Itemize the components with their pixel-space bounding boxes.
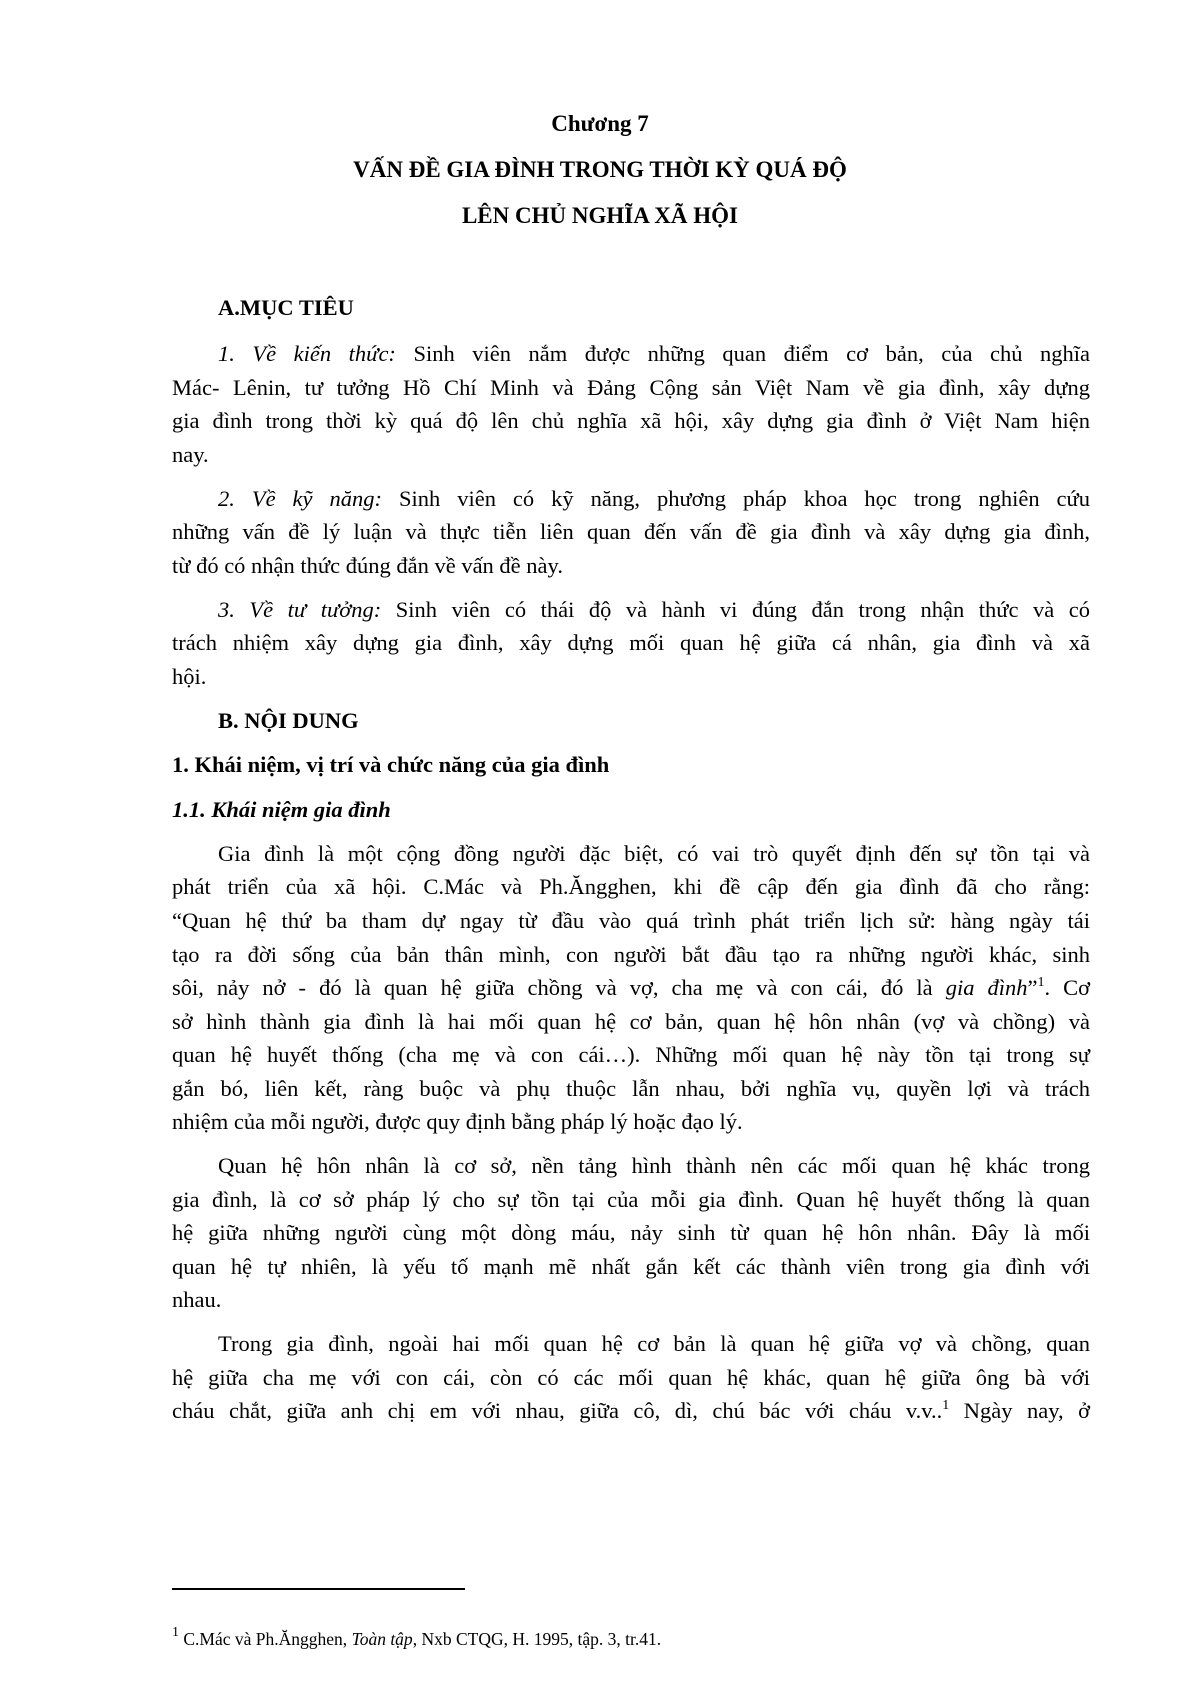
footnote-text: C.Mác và Ph.Ăngghen, — [179, 1629, 352, 1649]
objective-2-line-2: những vấn đề lý luận và thực tiễn liên quan đến vấn đề gia đình và xây dựng gia đình, — [172, 519, 1090, 544]
para-1-line-2: phát triển của xã hội. C.Mác và Ph.Ăngghen, khi đề cập đến gia đình đã cho rằng: — [172, 874, 1090, 899]
subsection-1-heading: 1. Khái niệm, vị trí và chức năng của gia đình — [172, 752, 610, 777]
chapter-title-line-2: LÊN CHỦ NGHĨA XÃ HỘI — [461, 203, 739, 228]
para-1-line-5-text: sôi, nảy nở - đó là quan hệ giữa chồng và vợ, cha mẹ và con cái, đó là — [172, 975, 946, 1000]
section-b-heading: B. NỘI DUNG — [218, 708, 359, 733]
objective-3-text: Sinh viên có thái độ và hành vi đúng đắn trong nhận thức và có — [381, 597, 1091, 622]
objective-1-line-3: gia đình trong thời kỳ quá độ lên chủ nghĩa xã hội, xây dựng gia đình ở Việt Nam hiện — [172, 408, 1090, 433]
footnote-ref-1: 1 — [1037, 975, 1045, 990]
para-1-close-quote: ” — [1027, 975, 1038, 1000]
para-3-line-3-tail: Ngày nay, ở — [949, 1398, 1090, 1423]
para-3-line-3 — [172, 1400, 1090, 1423]
objective-2-line-1 — [218, 488, 1090, 511]
footnote-text-tail: , Nxb CTQG, H. 1995, tập. 3, tr.41. — [412, 1629, 662, 1649]
para-3-line-3-text: cháu chắt, giữa anh chị em với nhau, giữa cô, dì, chú bác với cháu v.v.. — [172, 1398, 943, 1423]
para-1-line-5-tail: . Cơ — [1044, 975, 1091, 1000]
section-a-heading: A.MỤC TIÊU — [218, 295, 354, 320]
para-2-line-4: quan hệ tự nhiên, là yếu tố mạnh mẽ nhất gắn kết các thành viên trong gia đình với — [172, 1254, 1090, 1279]
objective-3-line-3: hội. — [172, 664, 207, 689]
para-1-line-5 — [172, 977, 1090, 1000]
para-1-line-4: tạo ra đời sống của bản thân mình, con người bắt đầu tạo ra những người khác, sinh — [172, 942, 1090, 967]
footnote-separator — [172, 1588, 465, 1590]
objective-2-text: Sinh viên có kỹ năng, phương pháp khoa học trong nghiên cứu — [382, 486, 1090, 511]
objective-1-line-1 — [218, 343, 1090, 366]
objective-3-line-2: trách nhiệm xây dựng gia đình, xây dựng mối quan hệ giữa cá nhân, gia đình và xã — [172, 630, 1090, 655]
objective-1-line-4: nay. — [172, 442, 209, 467]
para-2-line-5: nhau. — [172, 1287, 222, 1312]
para-1-italic-term: gia đình — [945, 975, 1028, 1000]
footnote-ref-2: 1 — [942, 1398, 950, 1413]
objective-2-label: 2. Về kỹ năng: — [218, 486, 382, 511]
para-1-line-8: gắn bó, liên kết, ràng buộc và phụ thuộc lẫn nhau, bởi nghĩa vụ, quyền lợi và trách — [172, 1076, 1090, 1101]
para-3-line-2: hệ giữa cha mẹ với con cái, còn có các mối quan hệ khác, quan hệ giữa ông bà với — [172, 1365, 1090, 1390]
objective-1-text: Sinh viên nắm được những quan điểm cơ bản, của chủ nghĩa — [395, 341, 1090, 366]
chapter-number: Chương 7 — [551, 111, 649, 136]
objective-2-line-3: từ đó có nhận thức đúng đắn về vấn đề này. — [172, 553, 563, 578]
para-1-line-9: nhiệm của mỗi người, được quy định bằng pháp lý hoặc đạo lý. — [172, 1109, 743, 1134]
footnote-marker: 1 — [172, 1625, 179, 1640]
para-1-line-1: Gia đình là một cộng đồng người đặc biệt, có vai trò quyết định đến sự tồn tại và — [218, 841, 1090, 866]
objective-3-label: 3. Về tư tưởng: — [218, 597, 382, 622]
chapter-title-line-1: VẤN ĐỀ GIA ĐÌNH TRONG THỜI KỲ QUÁ ĐỘ — [353, 157, 847, 182]
objective-1-label: 1. Về kiến thức: — [218, 341, 396, 366]
para-1-line-6: sở hình thành gia đình là hai mối quan hệ cơ bản, quan hệ hôn nhân (vợ và chồng) và — [172, 1009, 1090, 1034]
para-2-line-1: Quan hệ hôn nhân là cơ sở, nền tảng hình thành nên các mối quan hệ khác trong — [218, 1153, 1090, 1178]
para-1-line-7: quan hệ huyết thống (cha mẹ và con cái…). Những mối quan hệ này tồn tại trong sự — [172, 1042, 1090, 1067]
footnote-italic-title: Toàn tập — [351, 1629, 413, 1649]
subsection-1-1-heading: 1.1. Khái niệm gia đình — [172, 797, 391, 822]
para-1-line-3: “Quan hệ thứ ba tham dự ngay từ đầu vào quá trình phát triển lịch sử: hàng ngày tái — [172, 908, 1090, 933]
objective-3-line-1 — [218, 599, 1090, 622]
para-3-line-1: Trong gia đình, ngoài hai mối quan hệ cơ bản là quan hệ giữa vợ và chồng, quan — [218, 1331, 1090, 1356]
objective-1-line-2: Mác- Lênin, tư tưởng Hồ Chí Minh và Đảng Cộng sản Việt Nam về gia đình, xây dựng — [172, 375, 1090, 400]
para-2-line-2: gia đình, là cơ sở pháp lý cho sự tồn tại của mỗi gia đình. Quan hệ huyết thống là quan — [172, 1187, 1090, 1212]
footnote — [172, 1625, 662, 1649]
para-2-line-3: hệ giữa những người cùng một dòng máu, nảy sinh từ quan hệ hôn nhân. Đây là mối — [172, 1220, 1090, 1245]
